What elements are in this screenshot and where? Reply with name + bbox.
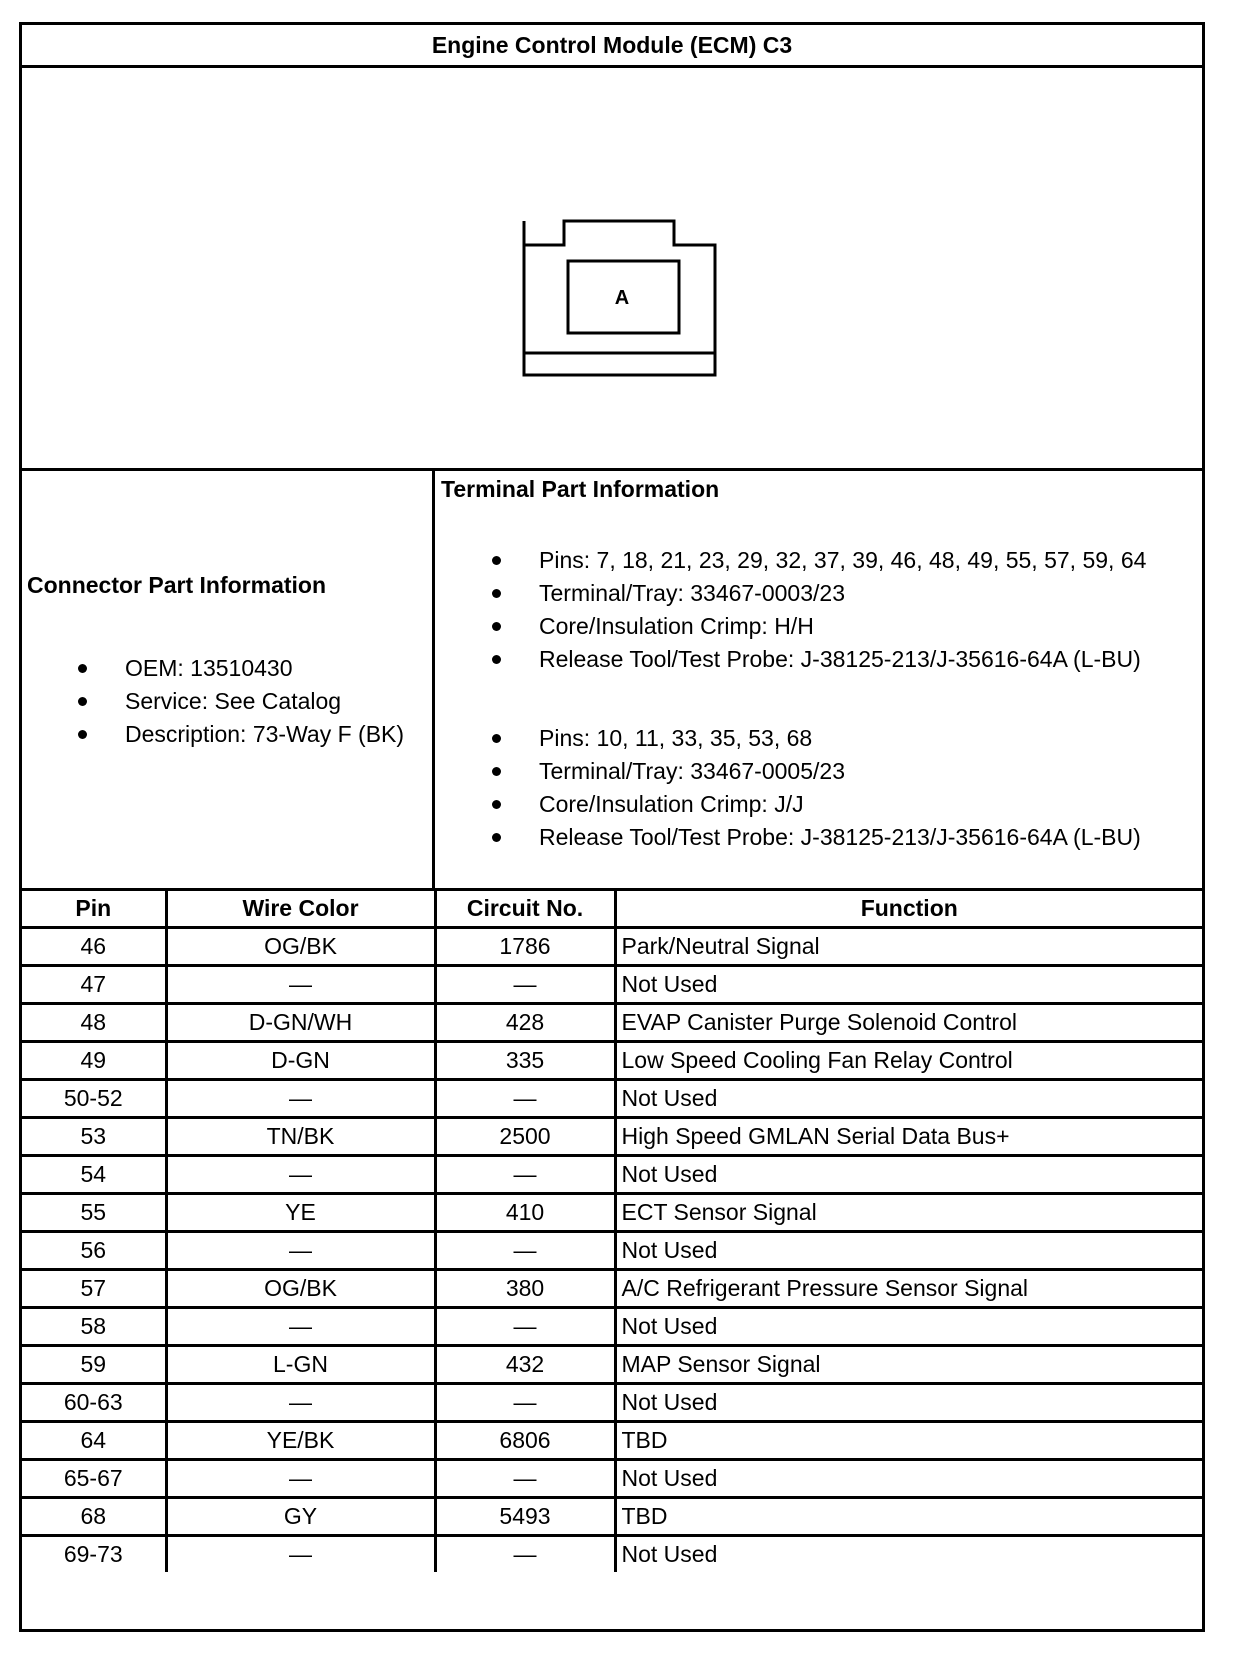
function-cell: Not Used (615, 1460, 1202, 1498)
pin-cell: 68 (22, 1498, 166, 1536)
pinout-table (22, 891, 1202, 1572)
bullet-icon (78, 730, 87, 739)
list-item: Core/Insulation Crimp: J/J (435, 788, 1141, 821)
terminal-part-info (435, 471, 1202, 888)
bullet-icon (492, 800, 501, 809)
bullet-icon (492, 734, 501, 743)
wire-color-cell: OG/BK (166, 928, 435, 966)
bullet-icon (492, 655, 501, 664)
function-cell: ECT Sensor Signal (615, 1194, 1202, 1232)
circuit-cell: 335 (435, 1042, 615, 1080)
wire-color-cell: — (166, 1460, 435, 1498)
page-title: Engine Control Module (ECM) C3 (22, 25, 1202, 68)
connector-diagram (22, 68, 1202, 471)
connector-illustration (22, 68, 1202, 468)
list-item: Terminal/Tray: 33467-0003/23 (435, 577, 1146, 610)
circuit-cell: — (435, 1384, 615, 1422)
circuit-cell: 2500 (435, 1118, 615, 1156)
table-row (22, 1498, 1202, 1536)
function-cell: Not Used (615, 1156, 1202, 1194)
pin-cell: 47 (22, 966, 166, 1004)
table-row (22, 1118, 1202, 1156)
function-cell: Not Used (615, 1308, 1202, 1346)
function-cell: Low Speed Cooling Fan Relay Control (615, 1042, 1202, 1080)
wire-color-cell: — (166, 1536, 435, 1573)
circuit-cell: — (435, 966, 615, 1004)
circuit-cell: 380 (435, 1270, 615, 1308)
wire-color-cell: GY (166, 1498, 435, 1536)
table-row (22, 1536, 1202, 1573)
connector-info-list (22, 652, 404, 751)
wire-color-cell: TN/BK (166, 1118, 435, 1156)
wire-color-cell: — (166, 1156, 435, 1194)
pin-cell: 50-52 (22, 1080, 166, 1118)
table-row (22, 1460, 1202, 1498)
table-row (22, 1346, 1202, 1384)
pin-cell: 64 (22, 1422, 166, 1460)
list-item: OEM: 13510430 (22, 652, 404, 685)
function-cell: TBD (615, 1498, 1202, 1536)
pin-cell: 69-73 (22, 1536, 166, 1573)
circuit-cell: 428 (435, 1004, 615, 1042)
pin-cell: 57 (22, 1270, 166, 1308)
table-row (22, 1270, 1202, 1308)
list-item: Release Tool/Test Probe: J-38125-213/J-35616-64A (L-BU) (435, 821, 1141, 854)
list-item: Terminal/Tray: 33467-0005/23 (435, 755, 1141, 788)
table-row (22, 966, 1202, 1004)
circuit-cell: 410 (435, 1194, 615, 1232)
connector-info-heading: Connector Part Information (27, 572, 327, 598)
pin-cell: 55 (22, 1194, 166, 1232)
wire-color-cell: — (166, 1308, 435, 1346)
terminal-info-heading: Terminal Part Information (441, 476, 720, 502)
function-cell: Not Used (615, 1536, 1202, 1573)
terminal-group-2 (435, 722, 1141, 854)
bullet-icon (78, 697, 87, 706)
bullet-icon (492, 833, 501, 842)
function-cell: Park/Neutral Signal (615, 928, 1202, 966)
function-cell: High Speed GMLAN Serial Data Bus+ (615, 1118, 1202, 1156)
circuit-cell: — (435, 1536, 615, 1573)
bullet-icon (492, 622, 501, 631)
table-row (22, 1232, 1202, 1270)
pin-cell: 46 (22, 928, 166, 966)
wire-color-cell: — (166, 1080, 435, 1118)
circuit-cell: — (435, 1080, 615, 1118)
list-item: Description: 73-Way F (BK) (22, 718, 404, 751)
table-row (22, 1194, 1202, 1232)
bullet-icon (492, 556, 501, 565)
circuit-cell: — (435, 1156, 615, 1194)
pin-cell: 53 (22, 1118, 166, 1156)
function-cell: Not Used (615, 1384, 1202, 1422)
header-circuit-no: Circuit No. (435, 891, 615, 928)
circuit-cell: 1786 (435, 928, 615, 966)
pin-cell: 54 (22, 1156, 166, 1194)
function-cell: Not Used (615, 1232, 1202, 1270)
pin-cell: 60-63 (22, 1384, 166, 1422)
pin-cell: 48 (22, 1004, 166, 1042)
table-row (22, 1004, 1202, 1042)
circuit-cell: 5493 (435, 1498, 615, 1536)
pin-cell: 59 (22, 1346, 166, 1384)
list-item: Service: See Catalog (22, 685, 404, 718)
header-function: Function (615, 891, 1202, 928)
function-cell: MAP Sensor Signal (615, 1346, 1202, 1384)
list-item: Release Tool/Test Probe: J-38125-213/J-35616-64A (L-BU) (435, 643, 1146, 676)
pin-cell: 65-67 (22, 1460, 166, 1498)
function-cell: TBD (615, 1422, 1202, 1460)
table-row (22, 928, 1202, 966)
connector-sheet (19, 22, 1205, 1632)
table-row (22, 1308, 1202, 1346)
table-header-row (22, 891, 1202, 928)
wire-color-cell: OG/BK (166, 1270, 435, 1308)
circuit-cell: — (435, 1308, 615, 1346)
table-row (22, 1042, 1202, 1080)
bullet-icon (492, 589, 501, 598)
header-pin: Pin (22, 891, 166, 928)
part-information (22, 471, 1202, 891)
wire-color-cell: YE/BK (166, 1422, 435, 1460)
wire-color-cell: — (166, 966, 435, 1004)
terminal-group-1 (435, 544, 1146, 676)
pinout-rows (22, 928, 1202, 1573)
bullet-icon (78, 664, 87, 673)
table-row (22, 1156, 1202, 1194)
connector-part-info (22, 471, 435, 888)
wire-color-cell: YE (166, 1194, 435, 1232)
bullet-icon (492, 767, 501, 776)
pin-cell: 49 (22, 1042, 166, 1080)
circuit-cell: — (435, 1460, 615, 1498)
wire-color-cell: D-GN/WH (166, 1004, 435, 1042)
function-cell: Not Used (615, 966, 1202, 1004)
wire-color-cell: D-GN (166, 1042, 435, 1080)
header-wire-color: Wire Color (166, 891, 435, 928)
circuit-cell: — (435, 1232, 615, 1270)
wire-color-cell: — (166, 1232, 435, 1270)
list-item: Pins: 7, 18, 21, 23, 29, 32, 37, 39, 46, 48, 49, 55, 57, 59, 64 (435, 544, 1146, 577)
pin-cell: 56 (22, 1232, 166, 1270)
connector-label: A (614, 287, 630, 309)
function-cell: EVAP Canister Purge Solenoid Control (615, 1004, 1202, 1042)
list-item: Core/Insulation Crimp: H/H (435, 610, 1146, 643)
wire-color-cell: L-GN (166, 1346, 435, 1384)
function-cell: A/C Refrigerant Pressure Sensor Signal (615, 1270, 1202, 1308)
circuit-cell: 6806 (435, 1422, 615, 1460)
table-row (22, 1384, 1202, 1422)
table-row (22, 1080, 1202, 1118)
function-cell: Not Used (615, 1080, 1202, 1118)
pin-cell: 58 (22, 1308, 166, 1346)
table-row (22, 1422, 1202, 1460)
wire-color-cell: — (166, 1384, 435, 1422)
circuit-cell: 432 (435, 1346, 615, 1384)
list-item: Pins: 10, 11, 33, 35, 53, 68 (435, 722, 1141, 755)
